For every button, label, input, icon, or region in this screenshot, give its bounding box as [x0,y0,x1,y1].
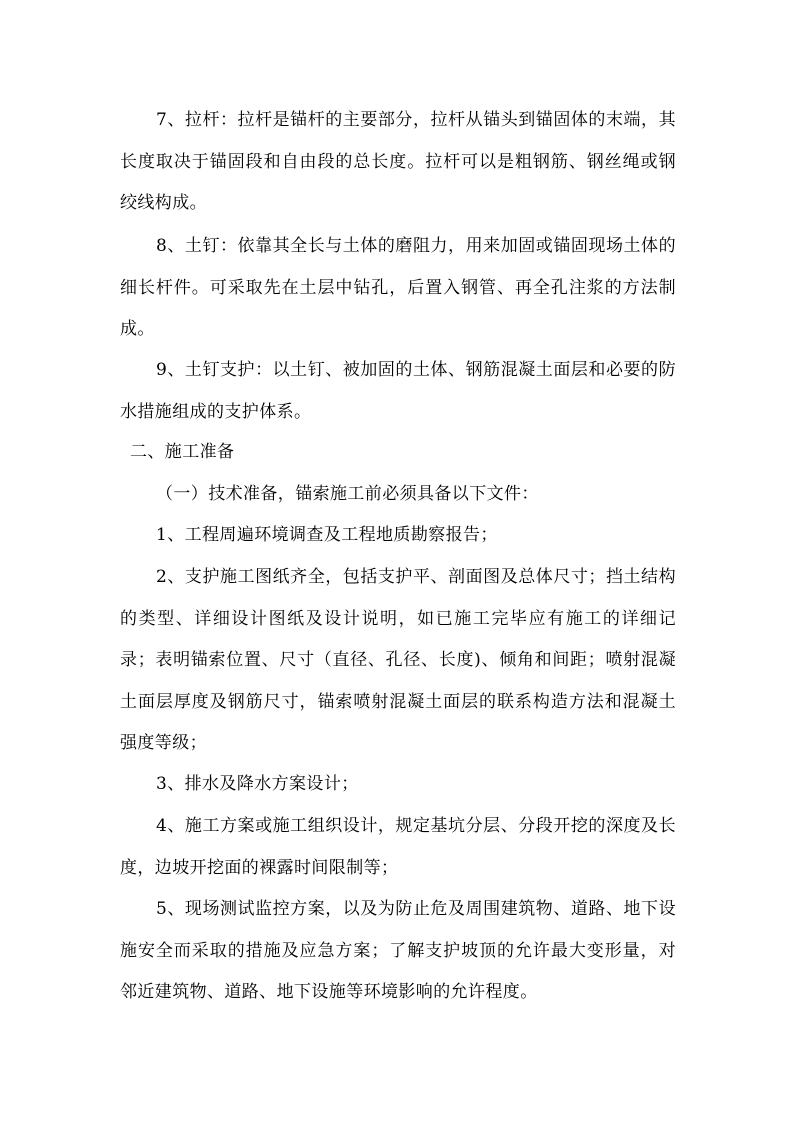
paragraph-soil-nail-support: 9、土钉支护：以土钉、被加固的土体、钢筋混凝土面层和必要的防水措施组成的支护体系。 [120,360,676,422]
list-item-drainage-plan: 3、排水及降水方案设计； [156,774,359,794]
section-heading-construction-prep: 二、施工准备 [130,442,235,462]
list-item-survey-report: 1、工程周遍环境调查及工程地质勘察报告； [156,525,498,545]
list-item-construction-drawings: 2、支护施工图纸齐全，包括支护平、剖面图及总体尺寸；挡土结构的类型、详细设计图纸及设计说明，如已施工完毕应有施工的详细记录；表明锚索位置、尺寸（直径、孔径、长度)、倾角和间距；喷射混凝土面层厚度及钢筋尺寸，锚索喷射混凝土面层的联系构造方法和混凝土强度等级； [120,567,676,753]
list-item-construction-plan: 4、施工方案或施工组织设计，规定基坑分层、分段开挖的深度及长度，边坡开挖面的裸露时间限制等； [120,816,676,878]
paragraph-tie-rod: 7、拉杆：拉杆是锚杆的主要部分，拉杆从锚头到锚固体的末端，其长度取决于锚固段和自由段的总长度。拉杆可以是粗钢筋、钢丝绳或钢绞线构成。 [120,110,676,213]
paragraph-soil-nail: 8、土钉：依靠其全长与土体的磨阻力，用来加固或锚固现场土体的细长杆件。可采取先在土层中钻孔，后置入钢管、再全孔注浆的方法制成。 [120,236,676,339]
list-item-monitoring-plan: 5、现场测试监控方案，以及为防止危及周围建筑物、道路、地下设施安全而采取的措施及应急方案；了解支护坡顶的允许最大变形量，对邻近建筑物、道路、地下设施等环境影响的允许程度。 [120,899,676,1002]
subsection-technical-prep: （一）技术准备，锚索施工前必须具备以下文件： [156,484,539,504]
